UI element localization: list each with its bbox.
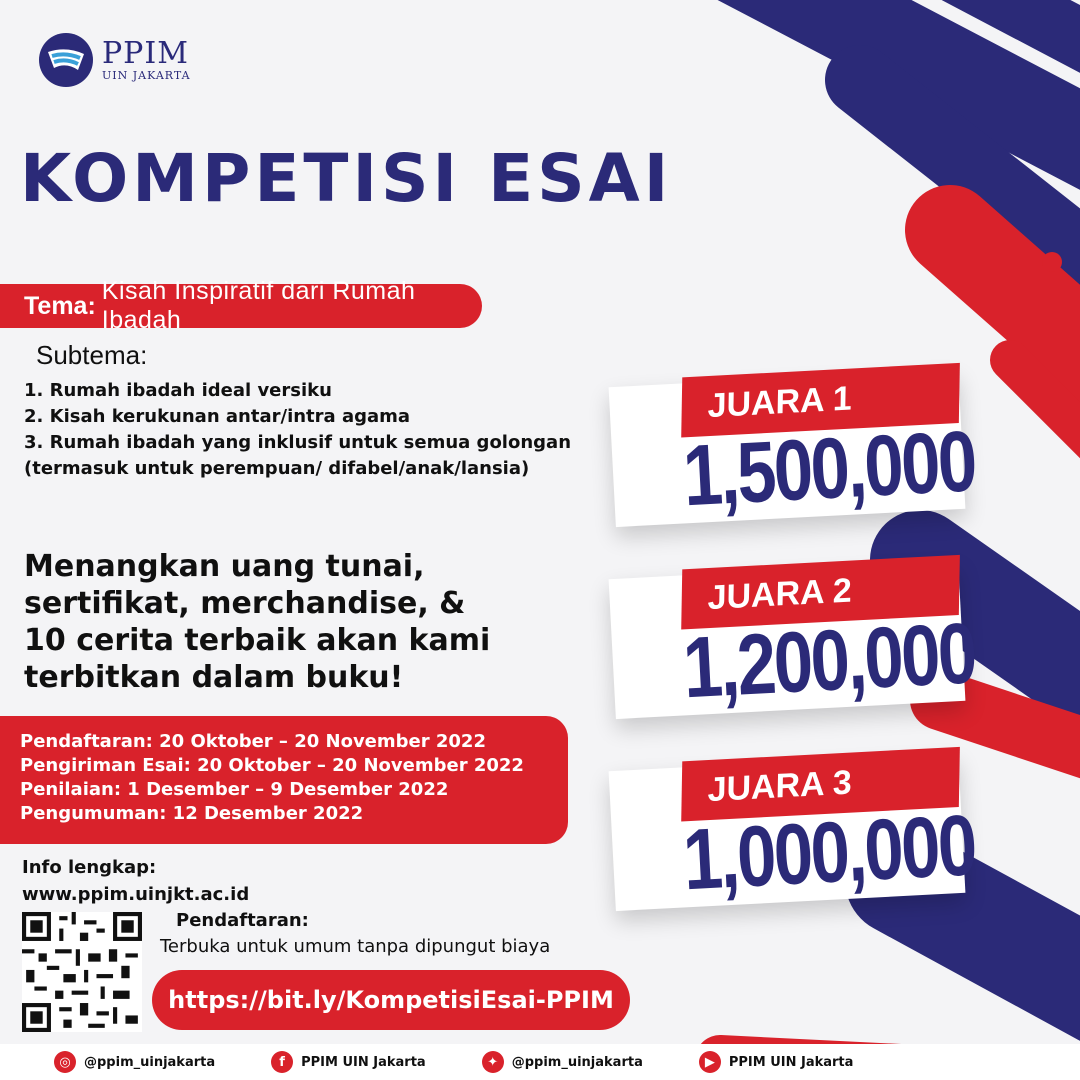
subtema-item: 2. Kisah kerukunan antar/intra agama (24, 406, 411, 427)
prize-description-line: Menangkan uang tunai, (24, 549, 425, 584)
social-footer (0, 1044, 1080, 1080)
registration-heading: Pendaftaran: (176, 910, 309, 931)
prize-label: JUARA 3 (681, 747, 960, 822)
prize-description-line: 10 cerita terbaik akan kami (24, 623, 491, 658)
social-facebook[interactable] (271, 1051, 426, 1073)
schedule-item: Pengumuman: 12 Desember 2022 (20, 803, 364, 824)
subtema-item: 3. Rumah ibadah yang inklusif untuk semua golongan (24, 432, 572, 453)
schedule-box (0, 716, 568, 844)
logo-subtitle: UIN JAKARTA (102, 68, 191, 82)
schedule-item: Pengiriman Esai: 20 Oktober – 20 November 2022 (20, 755, 524, 776)
prize-label: JUARA 2 (681, 555, 960, 630)
social-instagram[interactable] (54, 1051, 215, 1073)
schedule-item: Pendaftaran: 20 Oktober – 20 November 2022 (20, 731, 486, 752)
qr-code[interactable] (22, 912, 142, 1032)
social-handle: PPIM UIN Jakarta (728, 1054, 854, 1070)
prize-description (24, 548, 490, 696)
schedule-item: Penilaian: 1 Desember – 9 Desember 2022 (20, 779, 449, 800)
prize-card-2 (609, 561, 978, 719)
info-url[interactable]: www.ppim.uinjkt.ac.id (22, 884, 250, 905)
social-twitter[interactable] (482, 1051, 643, 1073)
prize-description-line: sertifikat, merchandise, & (24, 586, 466, 621)
prize-card-3 (609, 753, 978, 911)
ppim-logo-icon (38, 32, 94, 88)
prize-label: JUARA 1 (681, 363, 960, 438)
social-youtube[interactable] (699, 1051, 854, 1073)
registration-description: Terbuka untuk umum tanpa dipungut biaya (160, 936, 551, 957)
prize-description-line: terbitkan dalam buku! (24, 660, 404, 695)
theme-banner (0, 277, 482, 334)
subtema-heading: Subtema: (36, 340, 148, 370)
page-title: KOMPETISI ESAI (20, 140, 673, 217)
theme-label: Tema: (24, 291, 96, 320)
prize-amount: 1,000,000 (680, 797, 978, 909)
subtema-item: 1. Rumah ibadah ideal versiku (24, 380, 332, 401)
info-block (22, 854, 249, 908)
social-handle: PPIM UIN Jakarta (301, 1054, 426, 1070)
instagram-icon: ◎ (54, 1051, 76, 1073)
prize-amount: 1,200,000 (680, 605, 978, 717)
logo-title: PPIM (102, 35, 189, 71)
social-handle: @ppim_uinjakarta (511, 1054, 643, 1070)
youtube-icon: ▶ (699, 1051, 721, 1073)
registration-link-button[interactable]: https://bit.ly/KompetisiEsai-PPIM (152, 970, 630, 1030)
subtema-item: (termasuk untuk perempuan/ difabel/anak/lansia) (24, 458, 530, 479)
prize-card-1 (609, 369, 978, 527)
subtema-list (24, 378, 571, 482)
ppim-logo (38, 30, 191, 90)
info-label: Info lengkap: (22, 857, 157, 878)
twitter-icon: ✦ (482, 1051, 504, 1073)
prize-amount: 1,500,000 (680, 413, 978, 525)
theme-value: Kisah Inspiratif dari Rumah Ibadah (101, 277, 416, 334)
facebook-icon: f (271, 1051, 293, 1073)
social-handle: @ppim_uinjakarta (84, 1054, 216, 1070)
